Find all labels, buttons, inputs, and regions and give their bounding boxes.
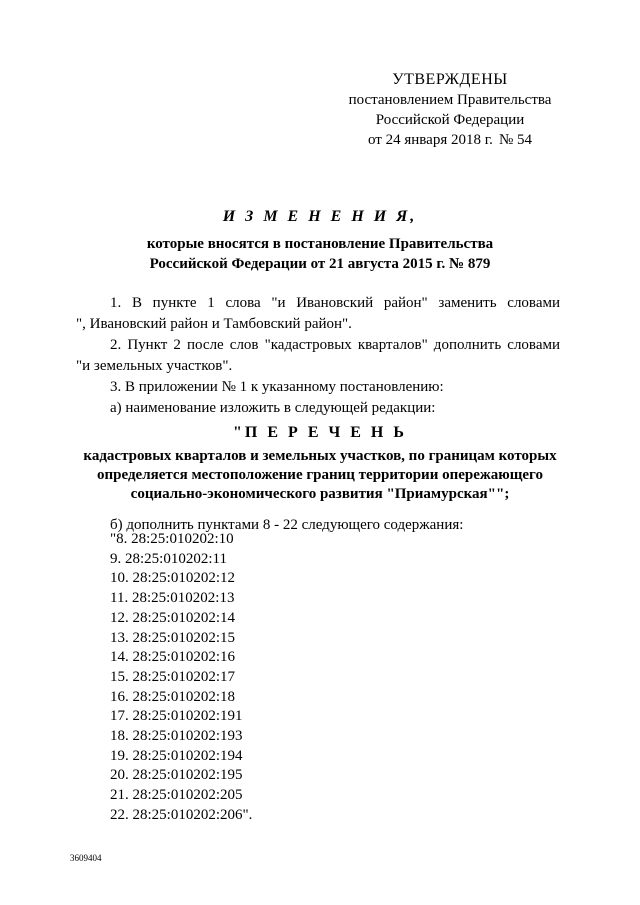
approval-line-1: постановлением Правительства (348, 92, 552, 108)
paragraph-3: 3. В приложении № 1 к указанному постановлению: (110, 379, 444, 395)
paragraph-4: а) наименование изложить в следующей редакции: (110, 400, 436, 416)
list-item: 14. 28:25:010202:16 (110, 649, 236, 666)
list-item: 10. 28:25:010202:12 (110, 570, 236, 587)
list-item: 9. 28:25:010202:11 (110, 550, 227, 567)
perechen-subtitle-line-1: кадастровых кварталов и земельных участков, по границам которых (83, 448, 557, 464)
perechen-title: "П Е Р Е Ч Е Н Ь (233, 424, 407, 441)
list-item: 19. 28:25:010202:194 (110, 747, 243, 764)
cadastral-list (110, 530, 252, 826)
approval-line-2: Российской Федерации (375, 112, 525, 128)
paragraph-1-line-2: ", Ивановский район и Тамбовский район". (76, 316, 352, 332)
list-item: 18. 28:25:010202:193 (110, 728, 243, 745)
perechen-subtitle-line-3: социально-экономического развития "Приамурская""; (130, 486, 510, 502)
document-subtitle-line-1: которые вносятся в постановление Правительства (146, 236, 494, 252)
list-item: 21. 28:25:010202:205 (110, 787, 243, 804)
approval-number: № 54 (498, 132, 532, 148)
list-item: 17. 28:25:010202:191 (110, 708, 243, 725)
paragraph-1-line-1: 1. В пункте 1 слова "и Ивановский район" заменить словами (110, 295, 560, 311)
approval-date: от 24 января 2018 г. (368, 132, 493, 148)
list-item: "8. 28:25:010202:10 (110, 531, 234, 547)
list-item: 20. 28:25:010202:195 (110, 767, 243, 784)
paragraph-2-line-2: "и земельных участков". (76, 358, 233, 374)
document-title: И З М Е Н Е Н И Я, (222, 208, 418, 225)
approval-heading: УТВЕРЖДЕНЫ (392, 71, 508, 88)
approval-line-3 (330, 130, 570, 150)
list-item: 22. 28:25:010202:206". (110, 806, 253, 823)
approval-stamp (330, 70, 570, 150)
perechen-subtitle (60, 447, 580, 504)
document-subtitle (60, 234, 580, 274)
document-subtitle-line-2: Российской Федерации от 21 августа 2015 г. № 879 (149, 256, 491, 272)
paragraph-2-line-1: 2. Пункт 2 после слов "кадастровых кварталов" дополнить словами (110, 337, 560, 353)
document-code: 3609404 (70, 853, 102, 863)
paragraph-5: б) дополнить пунктами 8 - 22 следующего содержания: (110, 517, 464, 533)
list-item: 13. 28:25:010202:15 (110, 629, 236, 646)
list-item: 11. 28:25:010202:13 (110, 590, 235, 607)
perechen-subtitle-line-2: определяется местоположение границ территории опережающего (97, 467, 543, 483)
list-item: 16. 28:25:010202:18 (110, 688, 236, 705)
list-item: 15. 28:25:010202:17 (110, 668, 236, 685)
list-item: 12. 28:25:010202:14 (110, 609, 236, 626)
